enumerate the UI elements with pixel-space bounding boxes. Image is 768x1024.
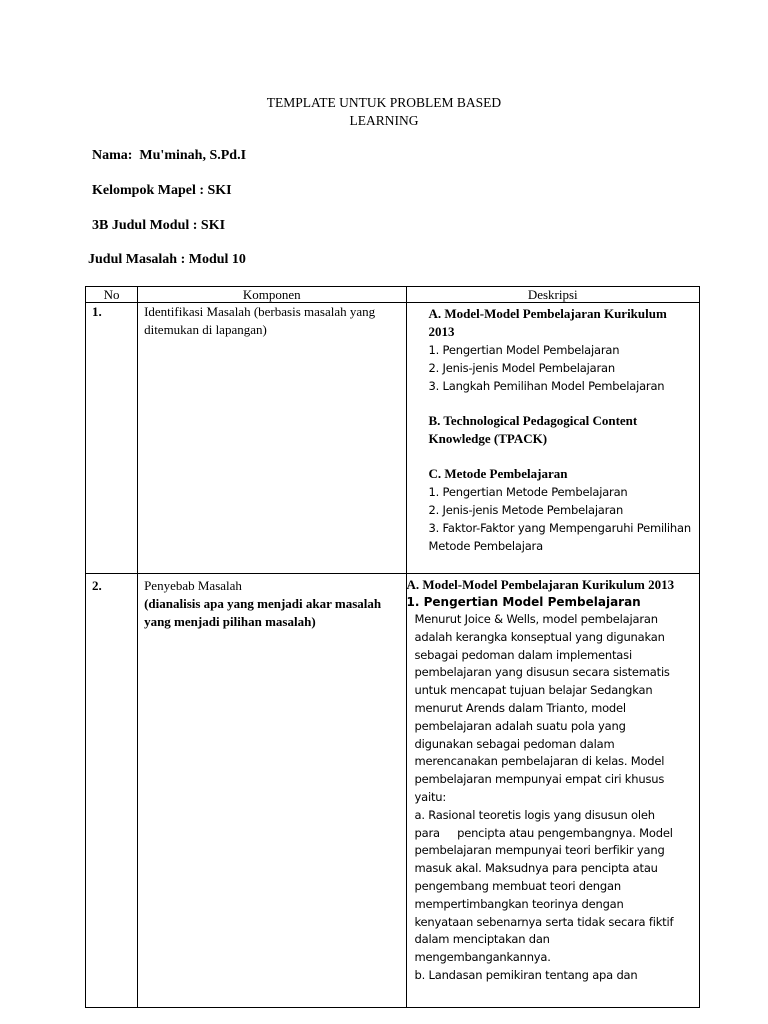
komponen-text: Identifikasi Masalah (berbasis masalah yang ditemukan di lapangan)	[144, 304, 376, 337]
meta-kelompok-mapel: Kelompok Mapel : SKI	[92, 183, 232, 198]
body-line: para pencipta atau pengembangnya. Model	[414, 825, 673, 840]
section-item: 2. Jenis-jenis Model Pembelajaran	[428, 361, 615, 375]
section-heading: C. Metode Pembelajaran	[428, 466, 568, 481]
header-no: No	[86, 287, 138, 303]
meta-nama: Nama: Mu'minah, S.Pd.I	[92, 148, 247, 163]
komponen-detail: (dianalisis apa yang menjadi akar masalah yang menjadi pilihan masalah)	[144, 596, 382, 629]
meta-judul-masalah: Judul Masalah : Modul 10	[88, 252, 246, 267]
body-line: menurut Arends dalam Trianto, model	[414, 700, 626, 715]
body-line: digunakan sebagai pedoman dalam	[414, 736, 615, 751]
body-line: yaitu:	[414, 789, 447, 804]
body-line: merencanakan pembelajaran di kelas. Model	[414, 754, 665, 769]
section-item: 3. Langkah Pemilihan Model Pembelajaran	[428, 379, 665, 393]
section-heading: B. Technological Pedagogical Content Knowledge (TPACK)	[428, 413, 638, 446]
body-line: pembelajaran mempunyai teori berfikir yang	[414, 843, 665, 858]
body-line: sebagai pedoman dalam implementasi	[414, 647, 632, 662]
section-heading: A. Model-Model Pembelajaran Kurikulum 2013	[406, 577, 675, 592]
body-line: pembelajaran mempunyai empat ciri khusus	[414, 772, 665, 787]
row-number: 2.	[86, 574, 138, 1008]
body-line: adalah kerangka konseptual yang digunakan	[414, 629, 665, 644]
body-line: kenyataan sebenarnya serta tidak secara fiktif	[414, 914, 674, 929]
table-row	[86, 303, 700, 574]
header-deskripsi: Deskripsi	[406, 287, 700, 303]
body-line: untuk mencapat tujuan belajar Sedangkan	[414, 683, 653, 698]
deskripsi-cell	[406, 303, 700, 574]
document-title	[0, 94, 768, 130]
row-number: 1.	[86, 303, 138, 574]
pbl-table	[85, 286, 700, 1008]
section-item: 3. Faktor-Faktor yang Mempengaruhi Pemilihan Metode Pembelajara	[428, 521, 691, 553]
body-line: masuk akal. Maksudnya para pencipta atau	[414, 861, 658, 876]
title-line-2: LEARNING	[349, 113, 419, 128]
section-subheading: 1. Pengertian Model Pembelajaran	[406, 595, 641, 609]
body-line: Menurut Joice & Wells, model pembelajaran	[414, 612, 658, 626]
body-line: mempertimbangkan teorinya dengan	[414, 896, 624, 911]
header-komponen: Komponen	[138, 287, 406, 303]
body-line: pembelajaran adalah suatu pola yang	[414, 718, 626, 733]
body-line: pembelajaran yang disusun secara sistematis	[414, 665, 670, 680]
deskripsi-cell	[406, 574, 700, 1008]
komponen-cell	[138, 574, 406, 1008]
body-line: mengembangankannya.	[414, 950, 551, 965]
body-line: dalam menciptakan dan	[414, 932, 550, 947]
section-item: 1. Pengertian Metode Pembelajaran	[428, 485, 628, 499]
section-item: 2. Jenis-jenis Metode Pembelajaran	[428, 503, 624, 517]
section-heading: A. Model-Model Pembelajaran Kurikulum 2013	[428, 306, 667, 339]
meta-judul-modul: 3B Judul Modul : SKI	[92, 218, 226, 233]
table-header-row	[86, 287, 700, 303]
table-row	[86, 574, 700, 1008]
body-line: b. Landasan pemikiran tentang apa dan	[414, 967, 638, 982]
komponen-title: Penyebab Masalah	[144, 578, 242, 593]
komponen-cell	[138, 303, 406, 574]
body-line: pengembang membuat teori dengan	[414, 878, 621, 893]
section-item: 1. Pengertian Model Pembelajaran	[428, 343, 620, 357]
title-line-1: TEMPLATE UNTUK PROBLEM BASED	[266, 95, 502, 110]
section-body	[407, 611, 696, 985]
body-line: a. Rasional teoretis logis yang disusun oleh	[414, 807, 655, 822]
